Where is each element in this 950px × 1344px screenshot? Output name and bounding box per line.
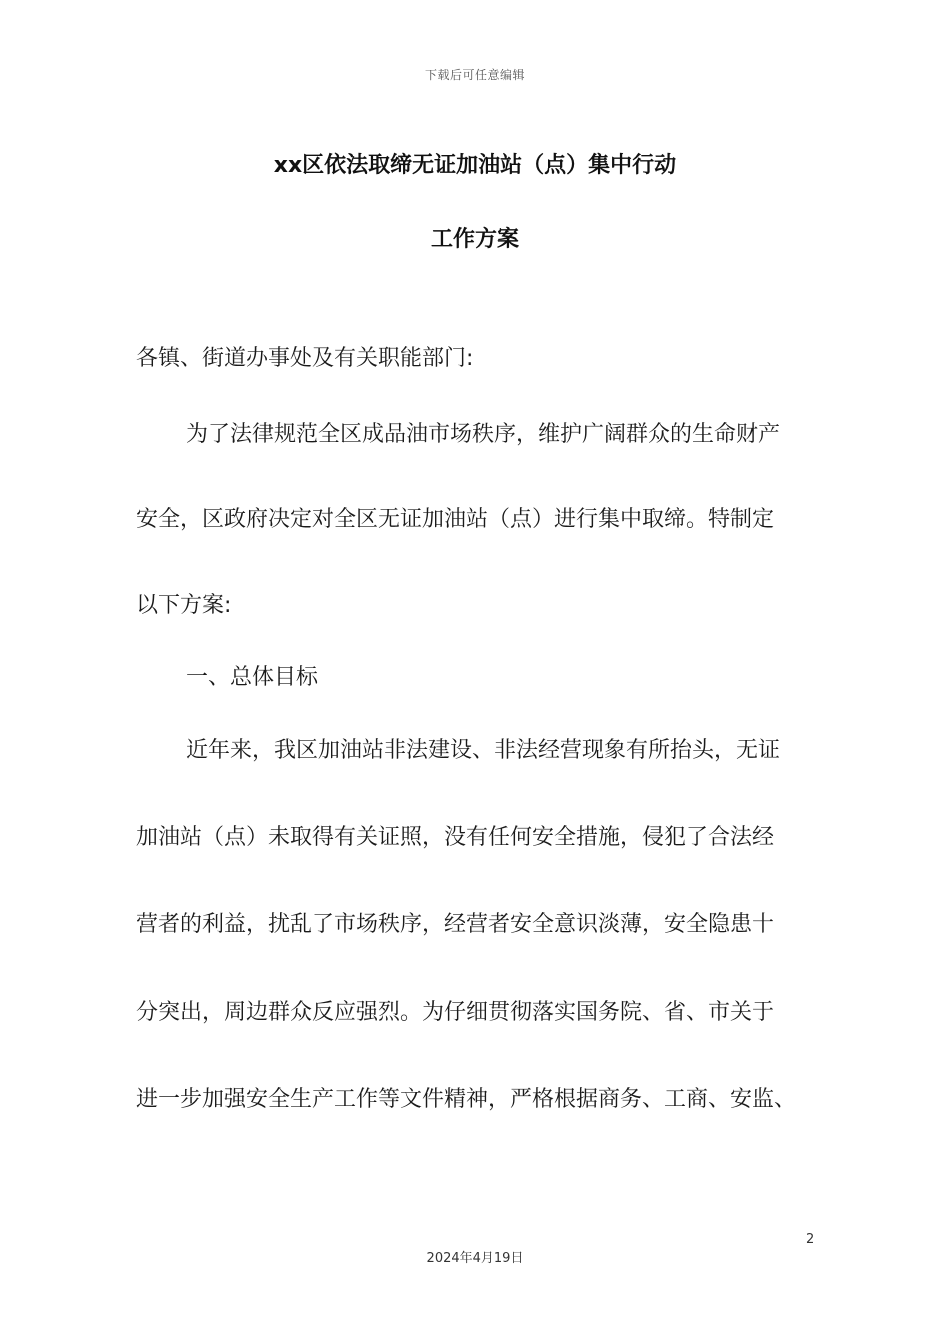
section-heading: 一、总体目标 xyxy=(186,665,319,690)
paragraph-line: 营者的利益，扰乱了市场秩序，经营者安全意识淡薄，安全隐患十 xyxy=(136,912,775,937)
paragraph-line: 以下方案: xyxy=(136,593,232,618)
document-subtitle: 工作方案 xyxy=(430,227,519,252)
page-number: 2 xyxy=(806,1232,815,1247)
paragraph-line: 近年来，我区加油站非法建设、非法经营现象有所抬头，无证 xyxy=(186,738,781,763)
paragraph-line: 分突出，周边群众反应强烈。为仔细贯彻落实国务院、省、市关于 xyxy=(136,1000,775,1025)
paragraph-line: 进一步加强安全生产工作等文件精神，严格根据商务、工商、安监、 xyxy=(136,1087,797,1112)
page-header-note: 下载后可任意编辑 xyxy=(424,68,525,82)
salutation: 各镇、街道办事处及有关职能部门: xyxy=(136,346,474,371)
footer-date: 2024年4月19日 xyxy=(426,1251,524,1266)
paragraph-line: 安全，区政府决定对全区无证加油站（点）进行集中取缔。特制定 xyxy=(136,507,775,532)
document-title: xx区依法取缔无证加油站（点）集中行动 xyxy=(273,153,677,178)
paragraph-line: 为了法律规范全区成品油市场秩序，维护广阔群众的生命财产 xyxy=(186,422,781,447)
paragraph-line: 加油站（点）未取得有关证照，没有任何安全措施，侵犯了合法经 xyxy=(136,825,775,850)
